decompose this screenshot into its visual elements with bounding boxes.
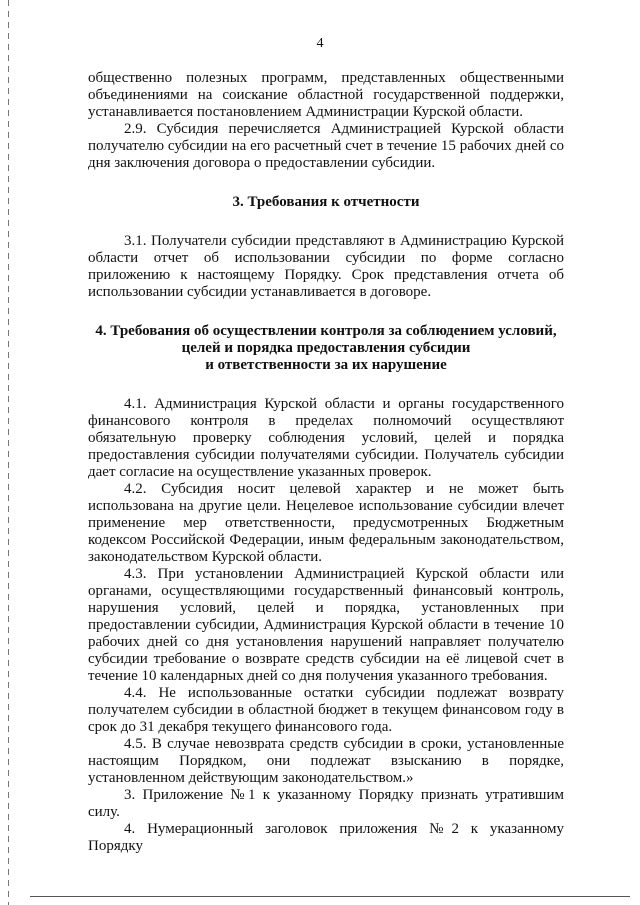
scan-bottom-line xyxy=(30,896,630,897)
section-heading: целей и порядка предоставления субсидии xyxy=(181,340,471,356)
paragraph: 3.1. Получатели субсидии представляют в Администрацию Курской области отчет об использовании субсидии по форме согласно приложению к настоящему Порядку. Срок представления отчета об использовании субсидии устанавливается в договоре. xyxy=(88,233,564,300)
paragraph: 4.2. Субсидия носит целевой характер и не может быть использована на другие цели. Нецелевое использование субсидии влечет применение мер ответственности, предусмотренных Бюджетным кодексом Российской Федерации, иным федеральным законодательством, законодательством Курской области. xyxy=(88,481,564,565)
paragraph: 4.5. В случае невозврата средств субсидии в сроки, установленные настоящим Порядком, они подлежат взысканию в порядке, установленном действующим законодательством.» xyxy=(88,736,564,786)
section-heading: и ответственности за их нарушение xyxy=(205,357,447,373)
scan-left-border xyxy=(8,0,9,905)
spacer xyxy=(88,211,564,233)
paragraph: общественно полезных программ, представленных общественными объединениями на соискание областной государственной поддержки, устанавливается постановлением Администрации Курской области. xyxy=(88,70,564,120)
section-heading: 3. Требования к отчетности xyxy=(232,194,420,210)
paragraph: 4. Нумерационный заголовок приложения №2 к указанному Порядку xyxy=(88,821,564,854)
paragraph: 2.9. Субсидия перечисляется Администрацией Курской области получателю субсидии на его расчетный счет в течение 15 рабочих дней со дня заключения договора о предоставлении субсидии. xyxy=(88,121,564,171)
section-heading: 4. Требования об осуществлении контроля за соблюдением условий, xyxy=(95,323,557,339)
paragraph: 4.4. Не использованные остатки субсидии подлежат возврату получателем субсидии в областной бюджет в текущем финансовом году в срок до 31 декабря текущего финансового года. xyxy=(88,685,564,735)
spacer xyxy=(88,301,564,323)
paragraph: 3. Приложение №1 к указанному Порядку признать утратившим силу. xyxy=(88,787,564,820)
page-number: 4 xyxy=(316,36,324,51)
paragraph: 4.3. При установлении Администрацией Курской области или органами, осуществляющими государственный финансовый контроль, нарушения условий, целей и порядка, установленных при предоставлении субсидии, Администрация Курской области в течение 10 рабочих дней со дня установления нарушений направляет получателю субсидии требование о возврате средств субсидии на её лицевой счет в течение 10 календарных дней со дня получения указанного требования. xyxy=(88,566,564,684)
document-body xyxy=(88,70,564,855)
spacer xyxy=(88,172,564,194)
spacer xyxy=(88,374,564,396)
paragraph: 4.1. Администрация Курской области и органы государственного финансового контроля в пределах полномочий осуществляют обязательную проверку соблюдения условий, целей и порядка предоставления субсидии получателями субсидии. Получатель субсидии дает согласие на осуществление указанных проверок. xyxy=(88,396,564,480)
